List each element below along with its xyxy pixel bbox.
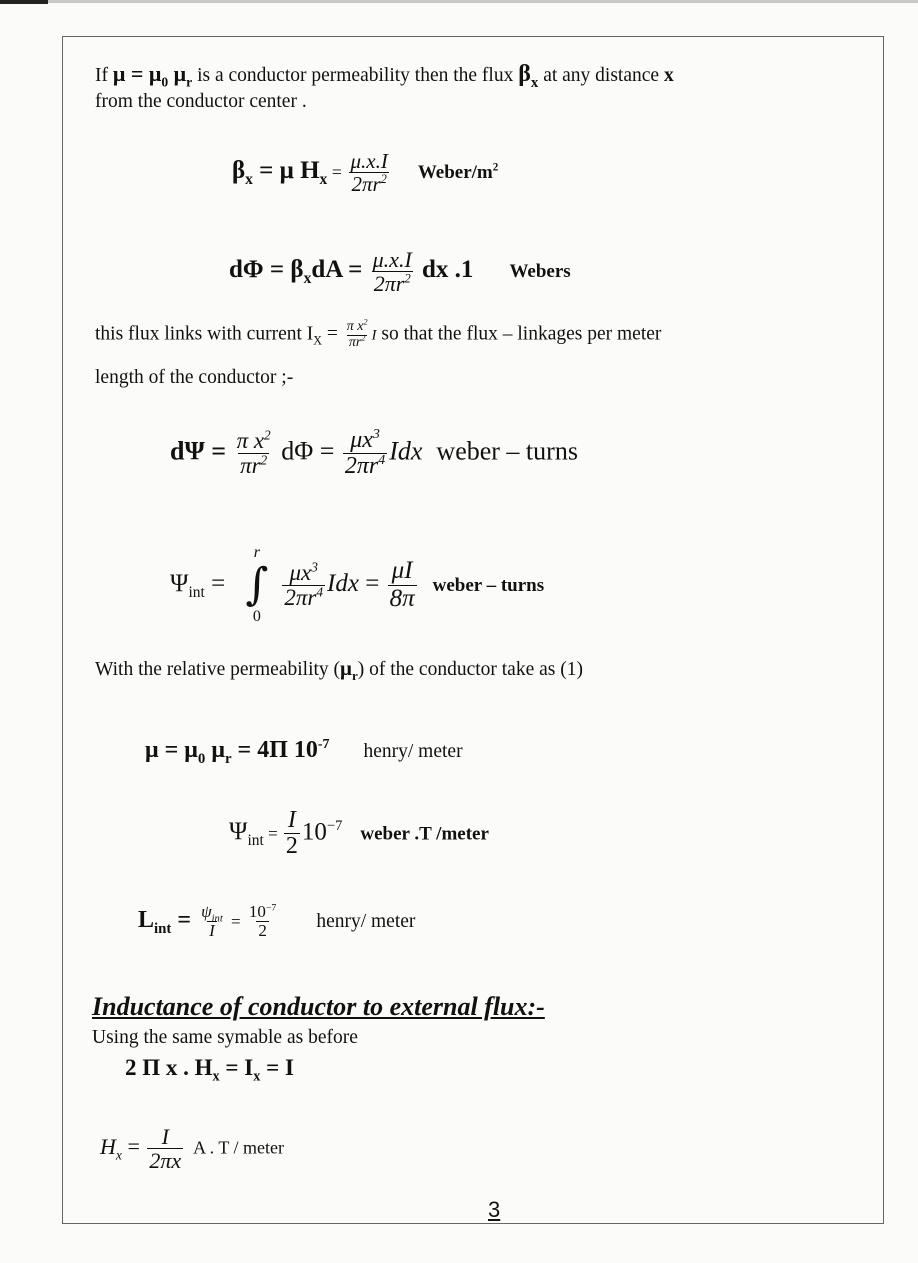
eq5-expression: $\mu = \mu_0$ $\mu_r = 4\Pi$ $10^{-7}$: [145, 737, 330, 767]
eq4-fraction-1: $\frac{\mu x^3}{2\pi r^4}$: [284, 558, 324, 610]
eq7-fraction-2: $\frac{10^{-7}}{2}$: [248, 902, 277, 940]
intro-text-2: is a conductor permeability then the flux: [192, 65, 519, 86]
eq6-lhs: $\Psi_{int}$ =: [229, 818, 282, 850]
intro-line-1: [95, 60, 674, 89]
equation-psi-int-value: $\Psi_{int}$ = $\frac{I}{2}$ $10^{-7}$ weber .T /meter: [229, 807, 489, 860]
eq4-lhs: $\Psi_{int}$ =: [170, 569, 232, 601]
scan-mark: [0, 0, 48, 4]
eq9-fraction: $\frac{I}{2\pi x}$: [149, 1124, 182, 1174]
eq3-idx: Idx: [389, 436, 423, 466]
x-variable: x: [663, 65, 674, 86]
flux-links-line-1: this flux links with current $I_X$ = $\frac{\pi x^2}{\pi r^2}$ I so that the flux – linkages per meter: [95, 317, 662, 350]
equation-l-int: $L_{int}$ = $\frac{\psi_{int}}{I}$ = $\frac{10^{-7}}{2}$ henry/ meter: [138, 902, 416, 940]
eq7-unit: henry/ meter: [316, 910, 416, 932]
eq7-fraction-1: $\frac{\psi_{int}}{I}$: [201, 902, 223, 940]
eq4-fraction-2: $\frac{\mu I}{8\pi}$: [389, 557, 415, 612]
para2-fraction: $\frac{\pi x^2}{\pi r^2}$: [346, 317, 368, 350]
mu-symbol: $\mu = \mu_0$ $\mu_r$: [112, 61, 193, 90]
eq3-lhs: dΨ =: [170, 436, 233, 466]
page-top-edge: [0, 0, 918, 3]
eq2-lhs: $d\Phi = \beta_xdA$ =: [229, 255, 369, 287]
equation-psi-int-integral: $\Psi_{int}$ = r ∫ 0 $\frac{\mu x^3}{2\pi r^4}$ Idx = $\frac{\mu I}{8\pi}$ weber – turns: [170, 544, 545, 626]
equation-dpsi: [170, 428, 578, 479]
section-intro-line: Using the same symable as before: [92, 1027, 358, 1048]
equation-dphi: [229, 248, 571, 295]
equation-beta-x: $\beta_x = \mu$ $H_x$ = $\frac{\mu.x.I}{2\pi r^2}$ Weber/$m^2$: [232, 149, 499, 197]
eq6-unit: weber .T /meter: [360, 823, 489, 845]
eq3-middle: dΦ =: [274, 436, 341, 466]
intro-text-3: at any distance: [538, 65, 664, 86]
eq2-unit: Webers: [509, 260, 571, 282]
eq3-fraction-1: $\frac{\pi x^2}{\pi r^2}$: [236, 427, 271, 479]
integral-sign: r ∫ 0: [245, 544, 269, 626]
eq7-lhs: $L_{int}$ =: [138, 906, 198, 937]
eq1-lhs: $\beta_x = \mu$ $H_x$: [232, 156, 328, 188]
eq2-fraction: $\frac{\mu.x.I}{2\pi r^2}$: [372, 247, 412, 297]
equation-ampere-law: 2 Π x . $H_x = I_x = I$: [125, 1055, 294, 1085]
relative-permeability-line: With the relative permeability $(\mu_r)$ of the conductor take as (1): [95, 656, 583, 684]
section-heading-external-flux: Inductance of conductor to external flux:-: [92, 992, 545, 1021]
eq3-unit: weber – turns: [436, 436, 578, 466]
eq9-unit: A . T / meter: [193, 1137, 284, 1158]
intro-line-2: from the conductor center .: [95, 91, 307, 112]
eq4-unit: weber – turns: [432, 574, 545, 596]
page-number: 3: [488, 1197, 501, 1222]
eq3-fraction-2: $\frac{\mu x^3}{2\pi r^4}$: [344, 427, 386, 480]
eq1-unit: Weber/$m^2$: [417, 161, 499, 183]
eq9-lhs: $H_x$: [100, 1133, 122, 1163]
eq6-fraction: $\frac{I}{2}$: [285, 807, 298, 860]
equation-h-x: $H_x$ = $\frac{I}{2\pi x}$ A . T / meter: [100, 1124, 284, 1174]
eq2-tail: dx .1: [415, 255, 474, 283]
flux-links-line-2: length of the conductor ;-: [95, 367, 294, 388]
equation-mu-value: [145, 737, 463, 767]
intro-text-1: If: [95, 65, 113, 86]
eq5-unit: henry/ meter: [363, 741, 463, 762]
eq1-fraction: $\frac{\mu.x.I}{2\pi r^2}$: [350, 149, 388, 197]
beta-symbol: $\beta_x$: [518, 61, 539, 91]
